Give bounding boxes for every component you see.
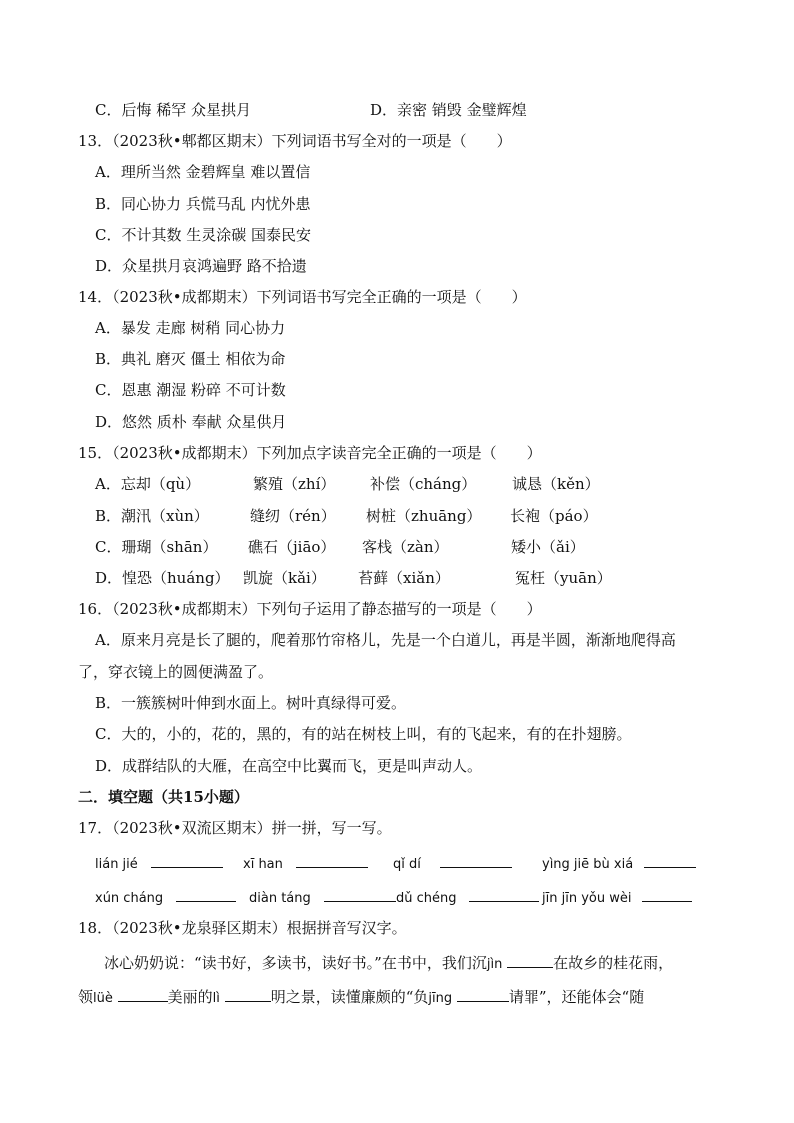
question-16-option-a-line1: A．原来月亮是长了腿的，爬着那竹帘格儿，先是一个白道儿，再是半圆，渐渐地爬得高 xyxy=(95,631,676,649)
question-15-option-c-item3: 客栈（zàn） xyxy=(362,538,449,556)
question-18-passage-line1 xyxy=(104,952,673,975)
passage-text: 明之景，读懂廉颇的“负 xyxy=(270,988,429,1006)
pinyin-label: lüè xyxy=(93,991,113,1006)
pinyin-blank-item xyxy=(542,886,692,909)
question-15-option-d-item3: 苔藓（xiǎn） xyxy=(358,569,450,587)
answer-blank[interactable] xyxy=(176,886,236,902)
question-15-stem: 15．（2023秋•成都期末）下列加点字读音完全正确的一项是（ ） xyxy=(78,444,542,462)
question-15-option-a-item2: 繁殖（zhí） xyxy=(253,475,336,493)
question-14-option-b: B．典礼 磨灭 僵土 相依为命 xyxy=(95,350,286,368)
question-14-stem: 14．（2023秋•成都期末）下列词语书写完全正确的一项是（ ） xyxy=(78,288,527,306)
pinyin-label: yìng jiē bù xiá xyxy=(542,857,634,872)
question-13-option-c: C．不计其数 生灵涂碳 国泰民安 xyxy=(95,226,312,244)
pinyin-blank-item xyxy=(249,886,396,909)
passage-text: 领 xyxy=(78,988,94,1006)
answer-blank[interactable] xyxy=(642,886,692,902)
pinyin-blank-item xyxy=(396,886,539,909)
answer-blank[interactable] xyxy=(296,852,368,868)
answer-blank[interactable] xyxy=(507,952,553,968)
question-15-option-a-item1: A．忘却（qù） xyxy=(95,475,201,493)
question-15-option-b-item4: 长袍（páo） xyxy=(510,507,598,525)
passage-text: 请罪”，还能体会“随 xyxy=(508,988,645,1006)
pinyin-blank-item xyxy=(393,852,512,875)
passage-text: 冰心奶奶说：“读书好，多读书，读好书。”在书中，我们沉 xyxy=(104,954,487,972)
pinyin-blank-item xyxy=(95,886,236,909)
question-15-option-b-item3: 树桩（zhuāng） xyxy=(366,507,482,525)
pinyin-label: jìn xyxy=(486,957,503,972)
question-14-option-c: C．恩惠 潮湿 粉碎 不可计数 xyxy=(95,381,286,399)
question-16-option-d: D．成群结队的大雁，在高空中比翼而飞，更是叫声动人。 xyxy=(95,757,483,775)
passage-text: 美丽的 xyxy=(167,988,213,1006)
question-15-option-d-item2: 凯旋（kǎi） xyxy=(243,569,326,587)
answer-blank[interactable] xyxy=(457,986,509,1002)
pinyin-blank-item xyxy=(542,852,696,875)
pinyin-blank-item xyxy=(243,852,368,875)
answer-blank[interactable] xyxy=(469,886,539,902)
question-15-option-b-item2: 缝纫（rén） xyxy=(250,507,336,525)
question-13-option-b: B．同心协力 兵慌马乱 内忧外患 xyxy=(95,195,311,213)
answer-blank[interactable] xyxy=(151,852,223,868)
question-17-stem: 17．（2023秋•双流区期末）拼一拼，写一写。 xyxy=(78,819,392,837)
pinyin-label: diàn táng xyxy=(249,891,311,906)
question-14-option-d: D．悠然 质朴 奉献 众星供月 xyxy=(95,413,287,431)
question-15-option-c-item1: C．珊瑚（shān） xyxy=(95,538,218,556)
question-16-option-a-line2: 了，穿衣镜上的圆便满盈了。 xyxy=(78,663,274,681)
question-15-option-b-item1: B．潮汛（xùn） xyxy=(95,507,209,525)
pinyin-blank-item xyxy=(95,852,223,875)
question-15-option-a-item4: 诚恳（kěn） xyxy=(512,475,600,493)
question-15-option-c-item2: 礁石（jiāo） xyxy=(248,538,336,556)
question-18-passage-line2 xyxy=(78,986,644,1009)
pinyin-label: jīng xyxy=(428,991,453,1006)
question-16-option-c: C．大的，小的，花的，黑的，有的站在树枝上叫，有的飞起来，有的在扑翅膀。 xyxy=(95,725,632,743)
passage-text: 在故乡的桂花雨， xyxy=(553,954,674,972)
question-15-option-c-item4: 矮小（ǎi） xyxy=(511,538,585,556)
answer-blank[interactable] xyxy=(644,852,696,868)
question-15-option-a-item3: 补偿（cháng） xyxy=(370,475,477,493)
question-13-option-a: A．理所当然 金碧辉皇 难以置信 xyxy=(95,163,311,181)
section-2-title: 二．填空题（共15小题） xyxy=(78,788,249,806)
answer-blank[interactable] xyxy=(324,886,396,902)
pinyin-label: qǐ dí xyxy=(393,857,421,872)
question-15-option-d-item1: D．惶恐（huáng） xyxy=(95,569,230,587)
pinyin-label: lián jié xyxy=(95,857,138,872)
option-d: D．亲密 销毁 金璧辉煌 xyxy=(370,101,527,119)
question-13-stem: 13．（2023秋•郫都区期末）下列词语书写全对的一项是（ ） xyxy=(78,132,512,150)
question-18-stem: 18．（2023秋•龙泉驿区期末）根据拼音写汉字。 xyxy=(78,919,407,937)
question-16-option-b: B．一簇簇树叶伸到水面上。树叶真绿得可爱。 xyxy=(95,694,407,712)
pinyin-label: xún cháng xyxy=(95,891,164,906)
answer-blank[interactable] xyxy=(225,986,271,1002)
question-15-option-d-item4: 冤枉（yuān） xyxy=(515,569,612,587)
answer-blank[interactable] xyxy=(118,986,168,1002)
question-13-option-d: D．众星拱月哀鸿遍野 路不拾遗 xyxy=(95,257,307,275)
answer-blank[interactable] xyxy=(440,852,512,868)
option-c: C．后悔 稀罕 众星拱月 xyxy=(95,101,252,119)
pinyin-label: lì xyxy=(212,991,220,1006)
pinyin-label: jīn jīn yǒu wèi xyxy=(542,891,632,906)
question-16-stem: 16．（2023秋•成都期末）下列句子运用了静态描写的一项是（ ） xyxy=(78,600,542,618)
question-14-option-a: A．暴发 走廊 树稍 同心协力 xyxy=(95,319,286,337)
pinyin-label: dǔ chéng xyxy=(396,891,457,906)
pinyin-label: xī han xyxy=(243,857,283,872)
